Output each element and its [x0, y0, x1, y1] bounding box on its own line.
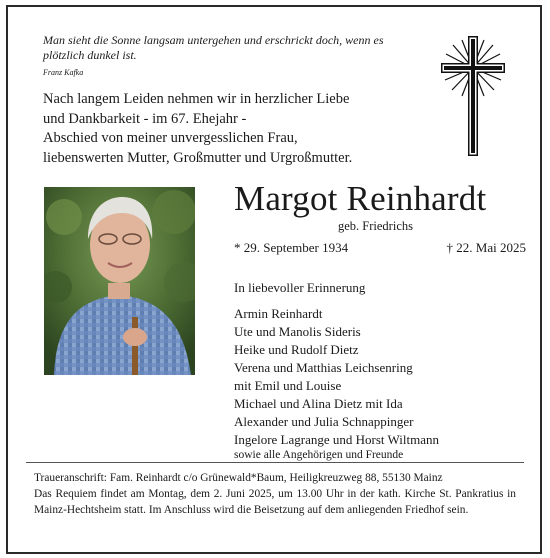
death-date: † 22. Mai 2025	[446, 240, 526, 255]
radiant-cross-icon	[441, 36, 505, 156]
intro-text	[43, 90, 403, 168]
intro-line: Nach langem Leiden nehmen wir in herzlicher Liebe	[43, 91, 350, 107]
mourner-name: Armin Reinhardt	[234, 306, 323, 321]
mourners-heading: In liebevoller Erinnerung	[234, 280, 366, 295]
intro-line: und Dankbarkeit - im 67. Ehejahr -	[43, 110, 247, 127]
mourner-name: Michael und Alina Dietz mit Ida	[234, 396, 403, 411]
birth-date: * 29. September 1934	[234, 240, 349, 255]
divider	[26, 462, 524, 463]
mourner-name: Alexander und Julia Schnappinger	[234, 414, 414, 429]
intro-line: Abschied von meiner unvergesslichen Frau,	[43, 130, 298, 146]
mourners-list	[234, 305, 439, 449]
footer	[34, 470, 516, 518]
requiem-notice: Das Requiem findet am Montag, dem 2. Juni 2025, um 13.00 Uhr in der kath. Kirche St. Pankratius in Mainz-Hechtsheim statt. Im Anschluss wird die Beisetzung auf dem anliegenden Friedhof sein.	[34, 488, 516, 516]
quote-author: Franz Kafka	[43, 68, 84, 77]
mourner-name: mit Emil und Louise	[234, 378, 342, 393]
mourners-block	[234, 279, 439, 462]
quote-text: Man sieht die Sonne langsam untergehen und erschrickt doch, wenn es plötzlich dunkel ist.	[43, 33, 384, 62]
portrait-photo	[44, 187, 195, 375]
deceased-name: Margot Reinhardt	[234, 179, 487, 218]
mourners-others: sowie alle Angehörigen und Freunde	[234, 449, 404, 461]
mourner-name: Heike und Rudolf Dietz	[234, 342, 359, 357]
mourner-name: Ute und Manolis Sideris	[234, 324, 361, 339]
mourner-name: Verena und Matthias Leichsenring	[234, 360, 413, 375]
mourning-address: Traueranschrift: Fam. Reinhardt c/o Grünewald*Baum, Heiligkreuzweg 88, 55130 Mainz	[34, 472, 443, 484]
maiden-name: geb. Friedrichs	[338, 219, 413, 233]
mourner-name: Ingelore Lagrange und Horst Wiltmann	[234, 432, 440, 447]
intro-line: liebenswerten Mutter, Großmutter und Urgroßmutter.	[43, 149, 353, 166]
